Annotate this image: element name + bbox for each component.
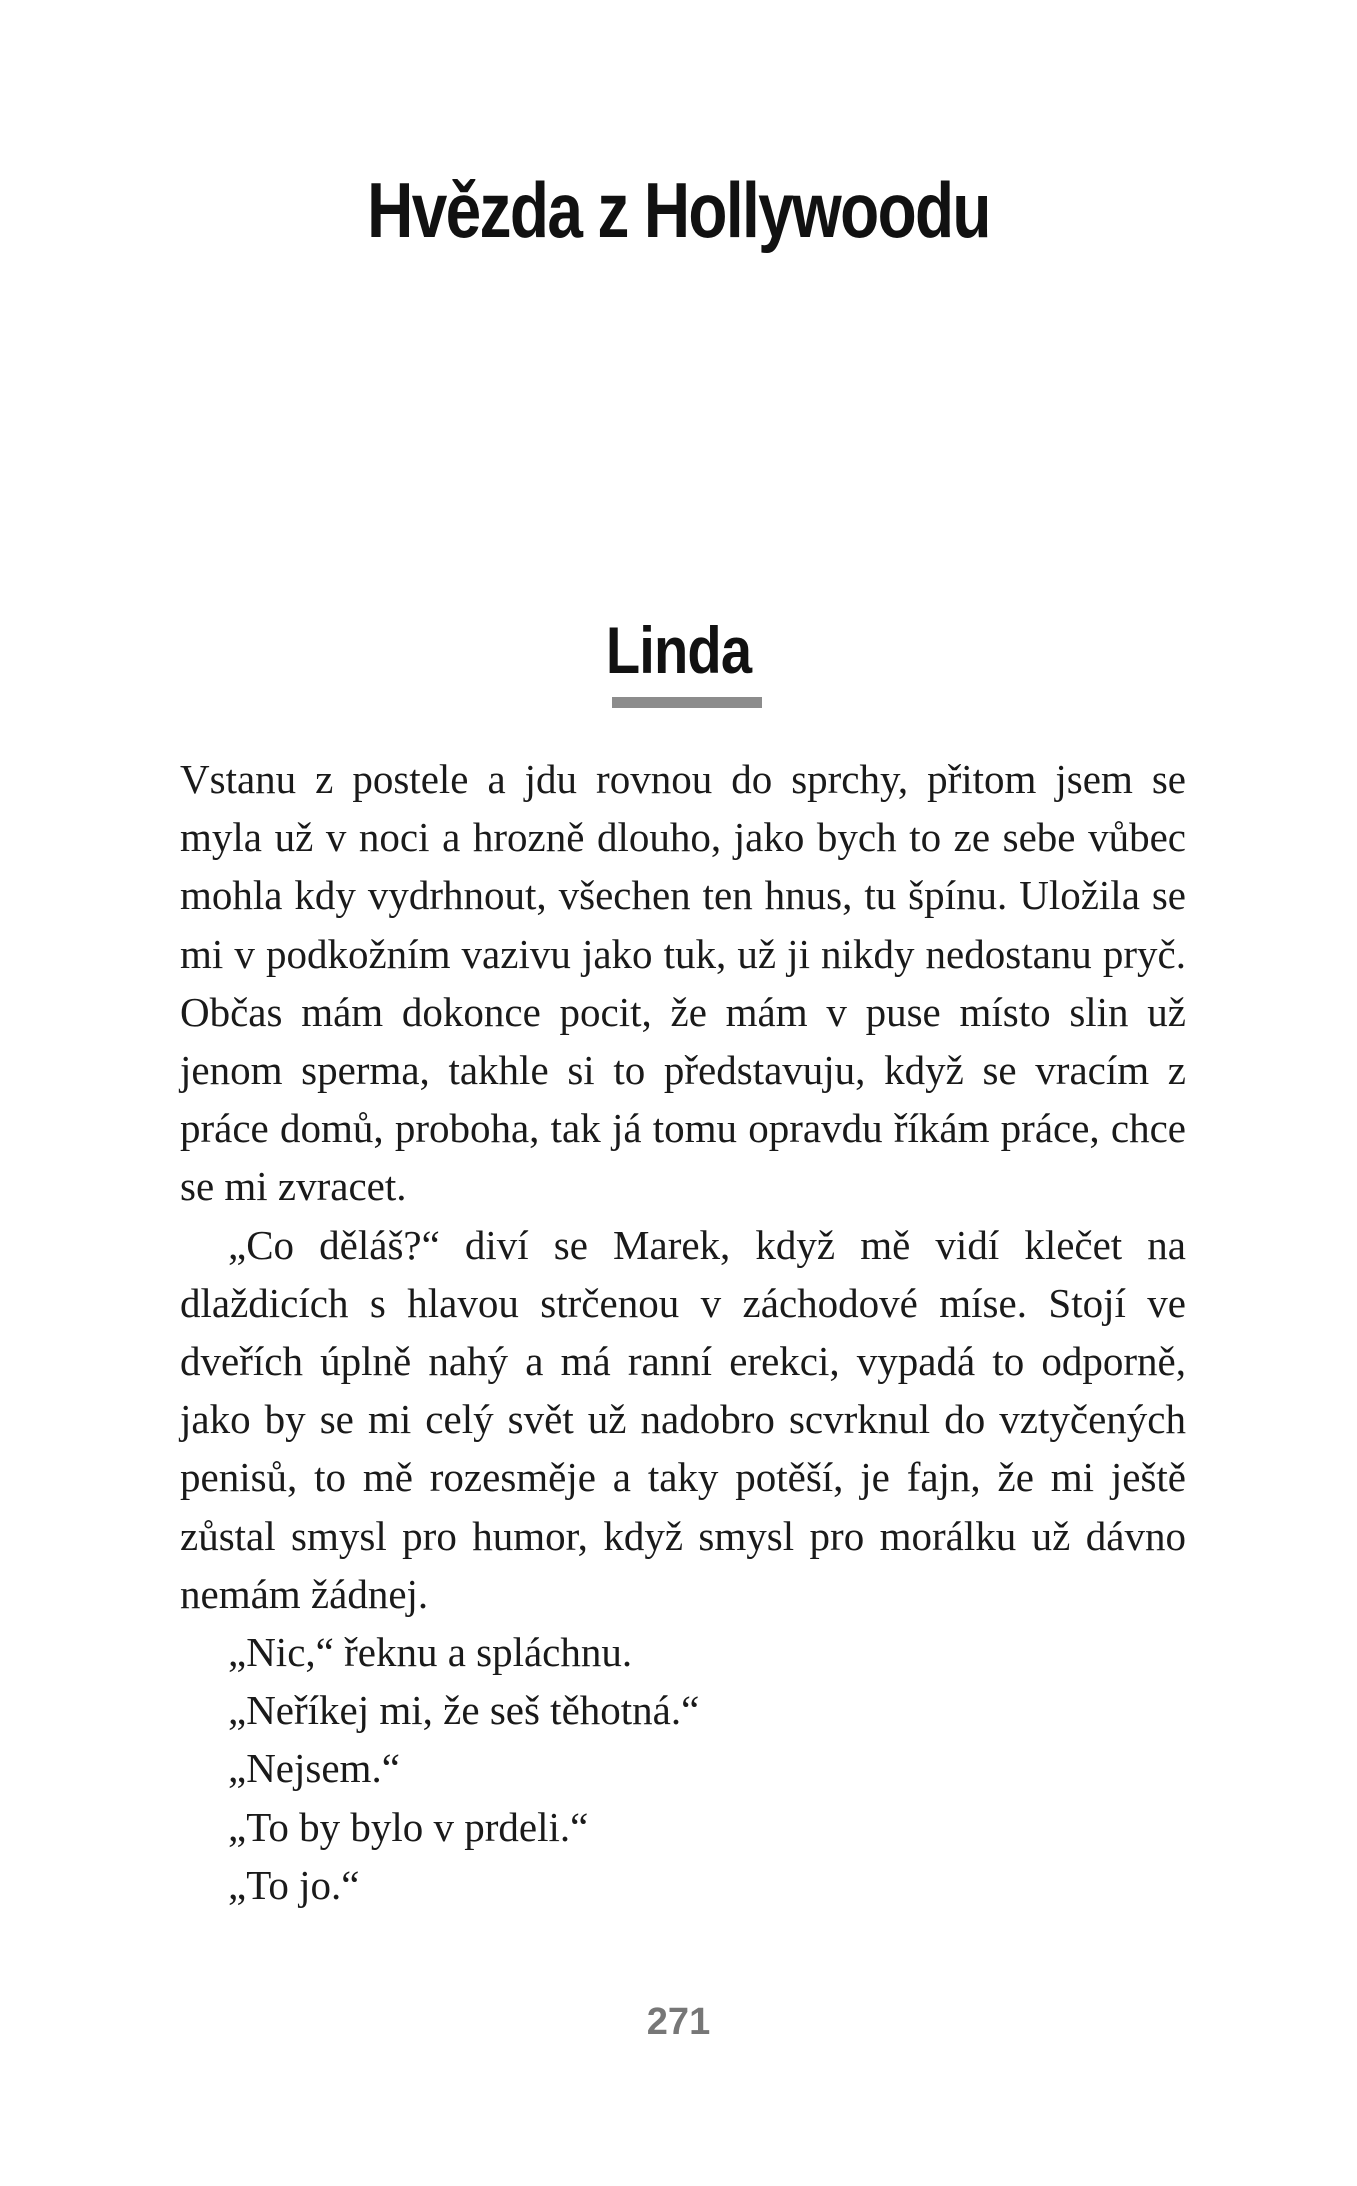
section-heading: Linda [605, 613, 752, 687]
paragraph: Vstanu z postele a jdu rovnou do sprchy, přitom jsem se myla už v noci a hrozně dlouho, jako bych to ze sebe vůbec mohla kdy vydrhnout, všechen ten hnus, tu špínu. Uložila se mi v podkožním vazivu jako tuk, už ji nikdy nedostanu pryč. Občas mám dokonce pocit, že mám v puse místo slin už jenom sperma, takhle si to představuju, když se vracím z práce domů, proboha, tak já tomu opravdu říkám práce, chce se mi zvracet. [180, 756, 1186, 1210]
dialogue-line: „To jo.“ [228, 1861, 360, 1908]
body-text [180, 750, 1186, 1914]
dialogue-line: „Nic,“ řeknu a spláchnu. [228, 1629, 633, 1676]
paragraph: „Co děláš?“ diví se Marek, když mě vidí klečet na dlaždicích s hlavou strčenou v záchodové míse. Stojí ve dveřích úplně nahý a má ranní erekci, vypadá to odporně, jako by se mi celý svět už nadobro scvrknul do vztyčených penisů, to mě rozesměje a taky potěší, je fajn, že mi ještě zůstal smysl pro humor, když smysl pro morálku už dávno nemám žádnej. [180, 1221, 1186, 1617]
dialogue-line: „Nejsem.“ [228, 1745, 400, 1792]
dialogue-line: „Neříkej mi, že seš těhotná.“ [228, 1687, 700, 1734]
chapter-title: Hvězda z Hollywoodu [367, 166, 990, 254]
section-heading-underline [612, 697, 762, 708]
page-number: 271 [646, 2001, 711, 2043]
dialogue-line: „To by bylo v prdeli.“ [228, 1803, 589, 1850]
section-heading-container [0, 612, 1357, 688]
